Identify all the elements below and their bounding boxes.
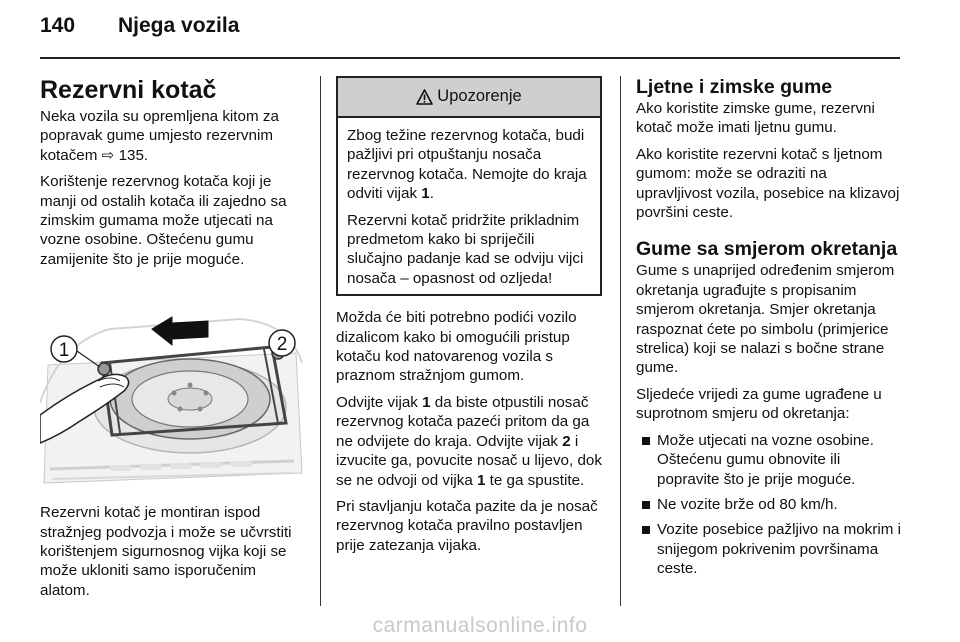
callout-label-2: 2 (276, 334, 288, 356)
paragraph: Sljedeće vrijedi za gume ugrađene u suprotnom smjeru od okretanja: (636, 385, 882, 423)
page-reference: 135. (114, 146, 149, 164)
page-number: 140 (40, 14, 76, 37)
callout-label-1: 1 (58, 340, 70, 362)
bullet-square-icon (642, 437, 650, 445)
warning-triangle-icon (416, 89, 433, 105)
section-heading-directional-tyres: Gume sa smjerom okretanja (636, 238, 898, 261)
column-middle (336, 76, 602, 562)
bullet-list (636, 431, 904, 579)
watermark-footer: carmanualsonline.info (372, 614, 588, 637)
column-left (40, 76, 308, 607)
warning-box (336, 76, 602, 296)
page-reference-arrow-icon: ⇨ (101, 146, 115, 164)
list-item: Ne vozite brže od 80 km/h. (636, 495, 904, 514)
warning-header (338, 78, 600, 118)
paragraph: Ako koristite rezervni kotač s ljetnom gumom: može se odraziti na upravljivost vozila, posebice na klizavoj površini ceste. (636, 145, 900, 222)
warning-paragraph: Rezervni kotač pridržite prikladnim predmetom kako bi spriječili slučajno padanje kad se odviju vijci nosača – opasnost od ozljeda! (347, 211, 584, 287)
paragraph: Odvijte vijak 1 da biste otpustili nosač rezervnog kotača pazeći pritom da ga ne odvijete do kraja. Odvijte vijak 2 i izvucite ga, povucite nosač u lijevo, dok se ne odvoji od vijka 1 te ga spustite. (336, 393, 602, 489)
bullet-square-icon (642, 501, 650, 509)
warning-body (338, 118, 600, 294)
list-item: Može utjecati na vozne osobine. Oštećenu gumu obnovite ili popravite što je prije moguće. (636, 431, 904, 489)
spare-wheel-drawing (40, 283, 304, 489)
paragraph: Možda će biti potrebno podići vozilo dizalicom kako bi omogućili pristup kotaču kod natovarenog vozila s praznom stražnjom gumom. (336, 309, 577, 385)
column-divider-left (320, 76, 321, 606)
spare-wheel-illustration (40, 283, 304, 489)
column-right (636, 76, 904, 585)
bullet-square-icon (642, 526, 650, 534)
section-heading-spare-wheel: Rezervni kotač (40, 76, 217, 104)
running-title: Njega vozila (118, 14, 240, 37)
header-rule (40, 57, 900, 59)
paragraph: Ako koristite zimske gume, rezervni kotač može imati ljetnu gumu. (636, 100, 875, 137)
paragraph: Pri stavljanju kotača pazite da je nosač rezervnog kotača pravilno postavljen prije zatezanja vijaka. (336, 497, 598, 554)
paragraph: Rezervni kotač je montiran ispod stražnjeg podvozja i može se učvrstiti korištenjem sigurnosnog vijka koji se može ukloniti samo isporučenim alatom. (40, 504, 292, 599)
paragraph: Neka vozila su opremljena kitom za popravak gume umjesto rezervnim kotačem ⇨ 135. (40, 108, 279, 164)
warning-title: Upozorenje (437, 87, 522, 106)
section-heading-summer-winter-tyres: Ljetne i zimske gume (636, 76, 833, 98)
paragraph: Gume s unaprijed određenim smjerom okretanja ugrađujte s propisanim smjerom okretanja. Smjer okretanja raspoznat ćete po simbolu (primjerice strelica) koji se nalazi s bočne strane gume. (636, 262, 895, 377)
paragraph: Korištenje rezervnog kotača koji je manji od ostalih kotača ili zajedno sa zimskim gumama može utjecati na vozne osobine. Oštećenu gumu zamijenite što je prije moguće. (40, 173, 287, 268)
column-divider-right (620, 76, 621, 606)
warning-paragraph: Zbog težine rezervnog kotača, budi pažljivi pri otpuštanju nosača rezervnog kotača. Nemojte do kraja odviti vijak 1. (347, 127, 587, 203)
list-item: Vozite posebice pažljivo na mokrim i snijegom pokrivenim površinama ceste. (636, 520, 904, 578)
